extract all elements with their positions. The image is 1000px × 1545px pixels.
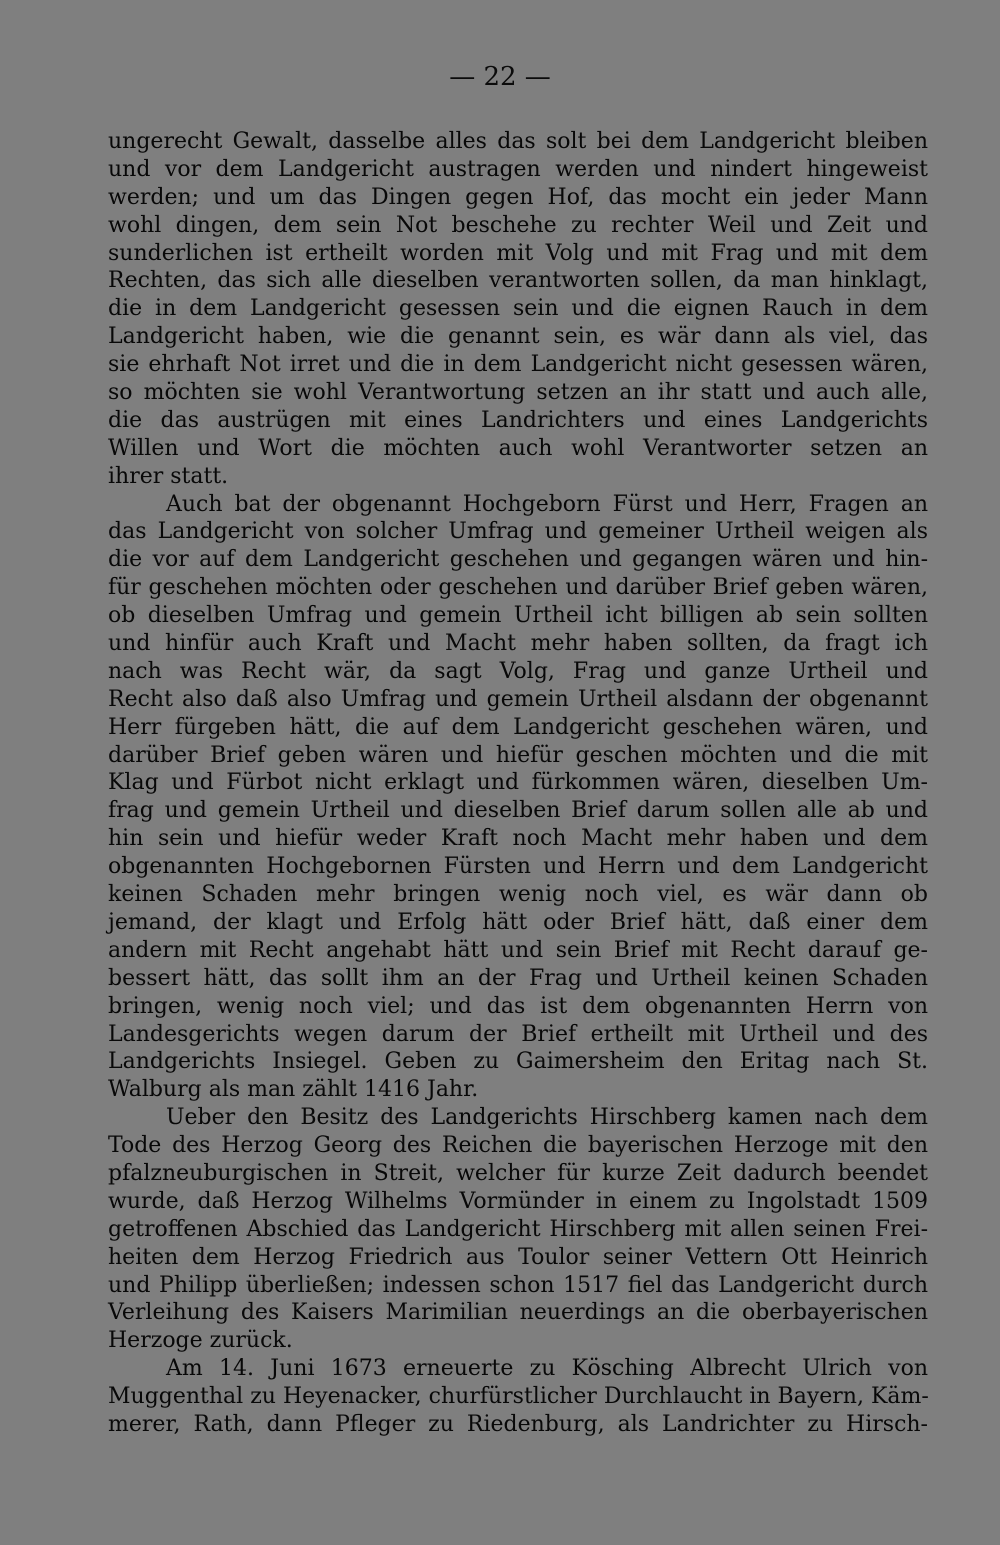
- paragraph: [108, 128, 928, 491]
- text-line: so möchten sie wohl Verantwortung setzen an ihr statt und auch alle,: [108, 380, 928, 406]
- body-text: [108, 128, 928, 1439]
- text-line: Landgerichts Insiegel. Geben zu Gaimersheim den Eritag nach St.: [108, 1049, 928, 1075]
- text-line: keinen Schaden mehr bringen wenig noch viel, es wär dann ob: [108, 882, 928, 908]
- text-line: heiten dem Herzog Friedrich aus Toulor seiner Vettern Ott Heinrich: [108, 1244, 928, 1270]
- text-line: bessert hätt, das sollt ihm an der Frag und Urtheil keinen Schaden: [108, 965, 928, 991]
- text-line: Walburg als man zählt 1416 Jahr.: [108, 1077, 479, 1103]
- text-line: Am 14. Juni 1673 erneuerte zu Kösching Albrecht Ulrich von: [166, 1356, 928, 1382]
- paragraph: [108, 1104, 928, 1355]
- text-line: Klag und Fürbot nicht erklagt und fürkommen wären, dieselben Um-: [108, 770, 928, 796]
- text-line: Muggenthal zu Heyenacker, churfürstlicher Durchlaucht in Bayern, Käm-: [108, 1384, 929, 1410]
- paragraph: [108, 1355, 928, 1439]
- text-line: Landesgerichts wegen darum der Brief ertheilt mit Urtheil und des: [108, 1021, 928, 1047]
- text-line: die das austrügen mit eines Landrichters und eines Landgerichts: [108, 407, 928, 433]
- text-line: pfalzneuburgischen in Streit, welcher für kurze Zeit dadurch beendet: [108, 1160, 928, 1186]
- text-line: Tode des Herzog Georg des Reichen die bayerischen Herzoge mit den: [108, 1133, 928, 1159]
- text-line: jemand, der klagt und Erfolg hätt oder Brief hätt, daß einer dem: [108, 909, 928, 935]
- text-line: nach was Recht wär, da sagt Volg, Frag und ganze Urtheil und: [108, 658, 928, 684]
- text-line: wohl dingen, dem sein Not beschehe zu rechter Weil und Zeit und: [108, 212, 928, 238]
- text-line: ob dieselben Umfrag und gemein Urtheil icht billigen ab sein sollten: [108, 603, 928, 629]
- text-line: Willen und Wort die möchten auch wohl Verantworter setzen an: [108, 435, 928, 461]
- text-line: bringen, wenig noch viel; und das ist dem obgenannten Herrn von: [108, 993, 928, 1019]
- text-line: darüber Brief geben wären und hiefür geschen möchten und die mit: [108, 742, 928, 768]
- text-line: Auch bat der obgenannt Hochgeborn Fürst und Herr, Fragen an: [166, 491, 928, 517]
- text-line: und Philipp überließen; indessen schon 1517 fiel das Landgericht durch: [108, 1272, 928, 1298]
- text-line: die vor auf dem Landgericht geschehen und gegangen wären und hin-: [108, 547, 928, 573]
- text-line: ungerecht Gewalt, dasselbe alles das solt bei dem Landgericht bleiben: [108, 129, 928, 154]
- text-line: und vor dem Landgericht austragen werden und nindert hingeweist: [108, 156, 928, 182]
- text-line: obgenannten Hochgebornen Fürsten und Herrn und dem Landgericht: [108, 854, 928, 880]
- text-line: ihrer statt.: [108, 463, 229, 489]
- paragraph: [108, 491, 928, 1105]
- text-line: getroffenen Abschied das Landgericht Hirschberg mit allen seinen Frei-: [108, 1216, 928, 1242]
- text-line: die in dem Landgericht gesessen sein und die eignen Rauch in dem: [108, 296, 928, 322]
- text-line: Verleihung des Kaisers Marimilian neuerdings an die oberbayerischen: [108, 1300, 928, 1326]
- text-line: wurde, daß Herzog Wilhelms Vormünder in einem zu Ingolstadt 1509: [108, 1188, 928, 1214]
- text-line: Rechten, das sich alle dieselben verantworten sollen, da man hinklagt,: [108, 268, 928, 294]
- text-line: hin sein und hiefür weder Kraft noch Macht mehr haben und dem: [108, 826, 928, 852]
- page-number: — 22 —: [449, 62, 551, 92]
- text-line: Recht also daß also Umfrag und gemein Urtheil alsdann der obgenannt: [108, 686, 928, 712]
- text-line: sie ehrhaft Not irret und die in dem Landgericht nicht gesessen wären,: [108, 352, 928, 378]
- text-line: das Landgericht von solcher Umfrag und gemeiner Urtheil weigen als: [108, 519, 928, 545]
- text-line: Herr fürgeben hätt, die auf dem Landgericht geschehen wären, und: [108, 714, 928, 740]
- text-line: sunderlichen ist ertheilt worden mit Volg und mit Frag und mit dem: [108, 240, 928, 266]
- text-line: merer, Rath, dann Pfleger zu Riedenburg, als Landrichter zu Hirsch-: [108, 1411, 928, 1437]
- text-line: Herzoge zurück.: [108, 1328, 293, 1354]
- text-line: frag und gemein Urtheil und dieselben Brief darum sollen alle ab und: [108, 798, 928, 824]
- text-line: werden; und um das Dingen gegen Hof, das mocht ein jeder Mann: [108, 184, 928, 210]
- text-line: Ueber den Besitz des Landgerichts Hirschberg kamen nach dem: [166, 1105, 928, 1131]
- text-line: für geschehen möchten oder geschehen und darüber Brief geben wären,: [108, 575, 928, 601]
- text-line: und hinfür auch Kraft und Macht mehr haben sollten, da fragt ich: [108, 631, 928, 657]
- text-line: andern mit Recht angehabt hätt und sein Brief mit Recht darauf ge-: [108, 937, 928, 963]
- text-line: Landgericht haben, wie die genannt sein, es wär dann als viel, das: [108, 324, 928, 350]
